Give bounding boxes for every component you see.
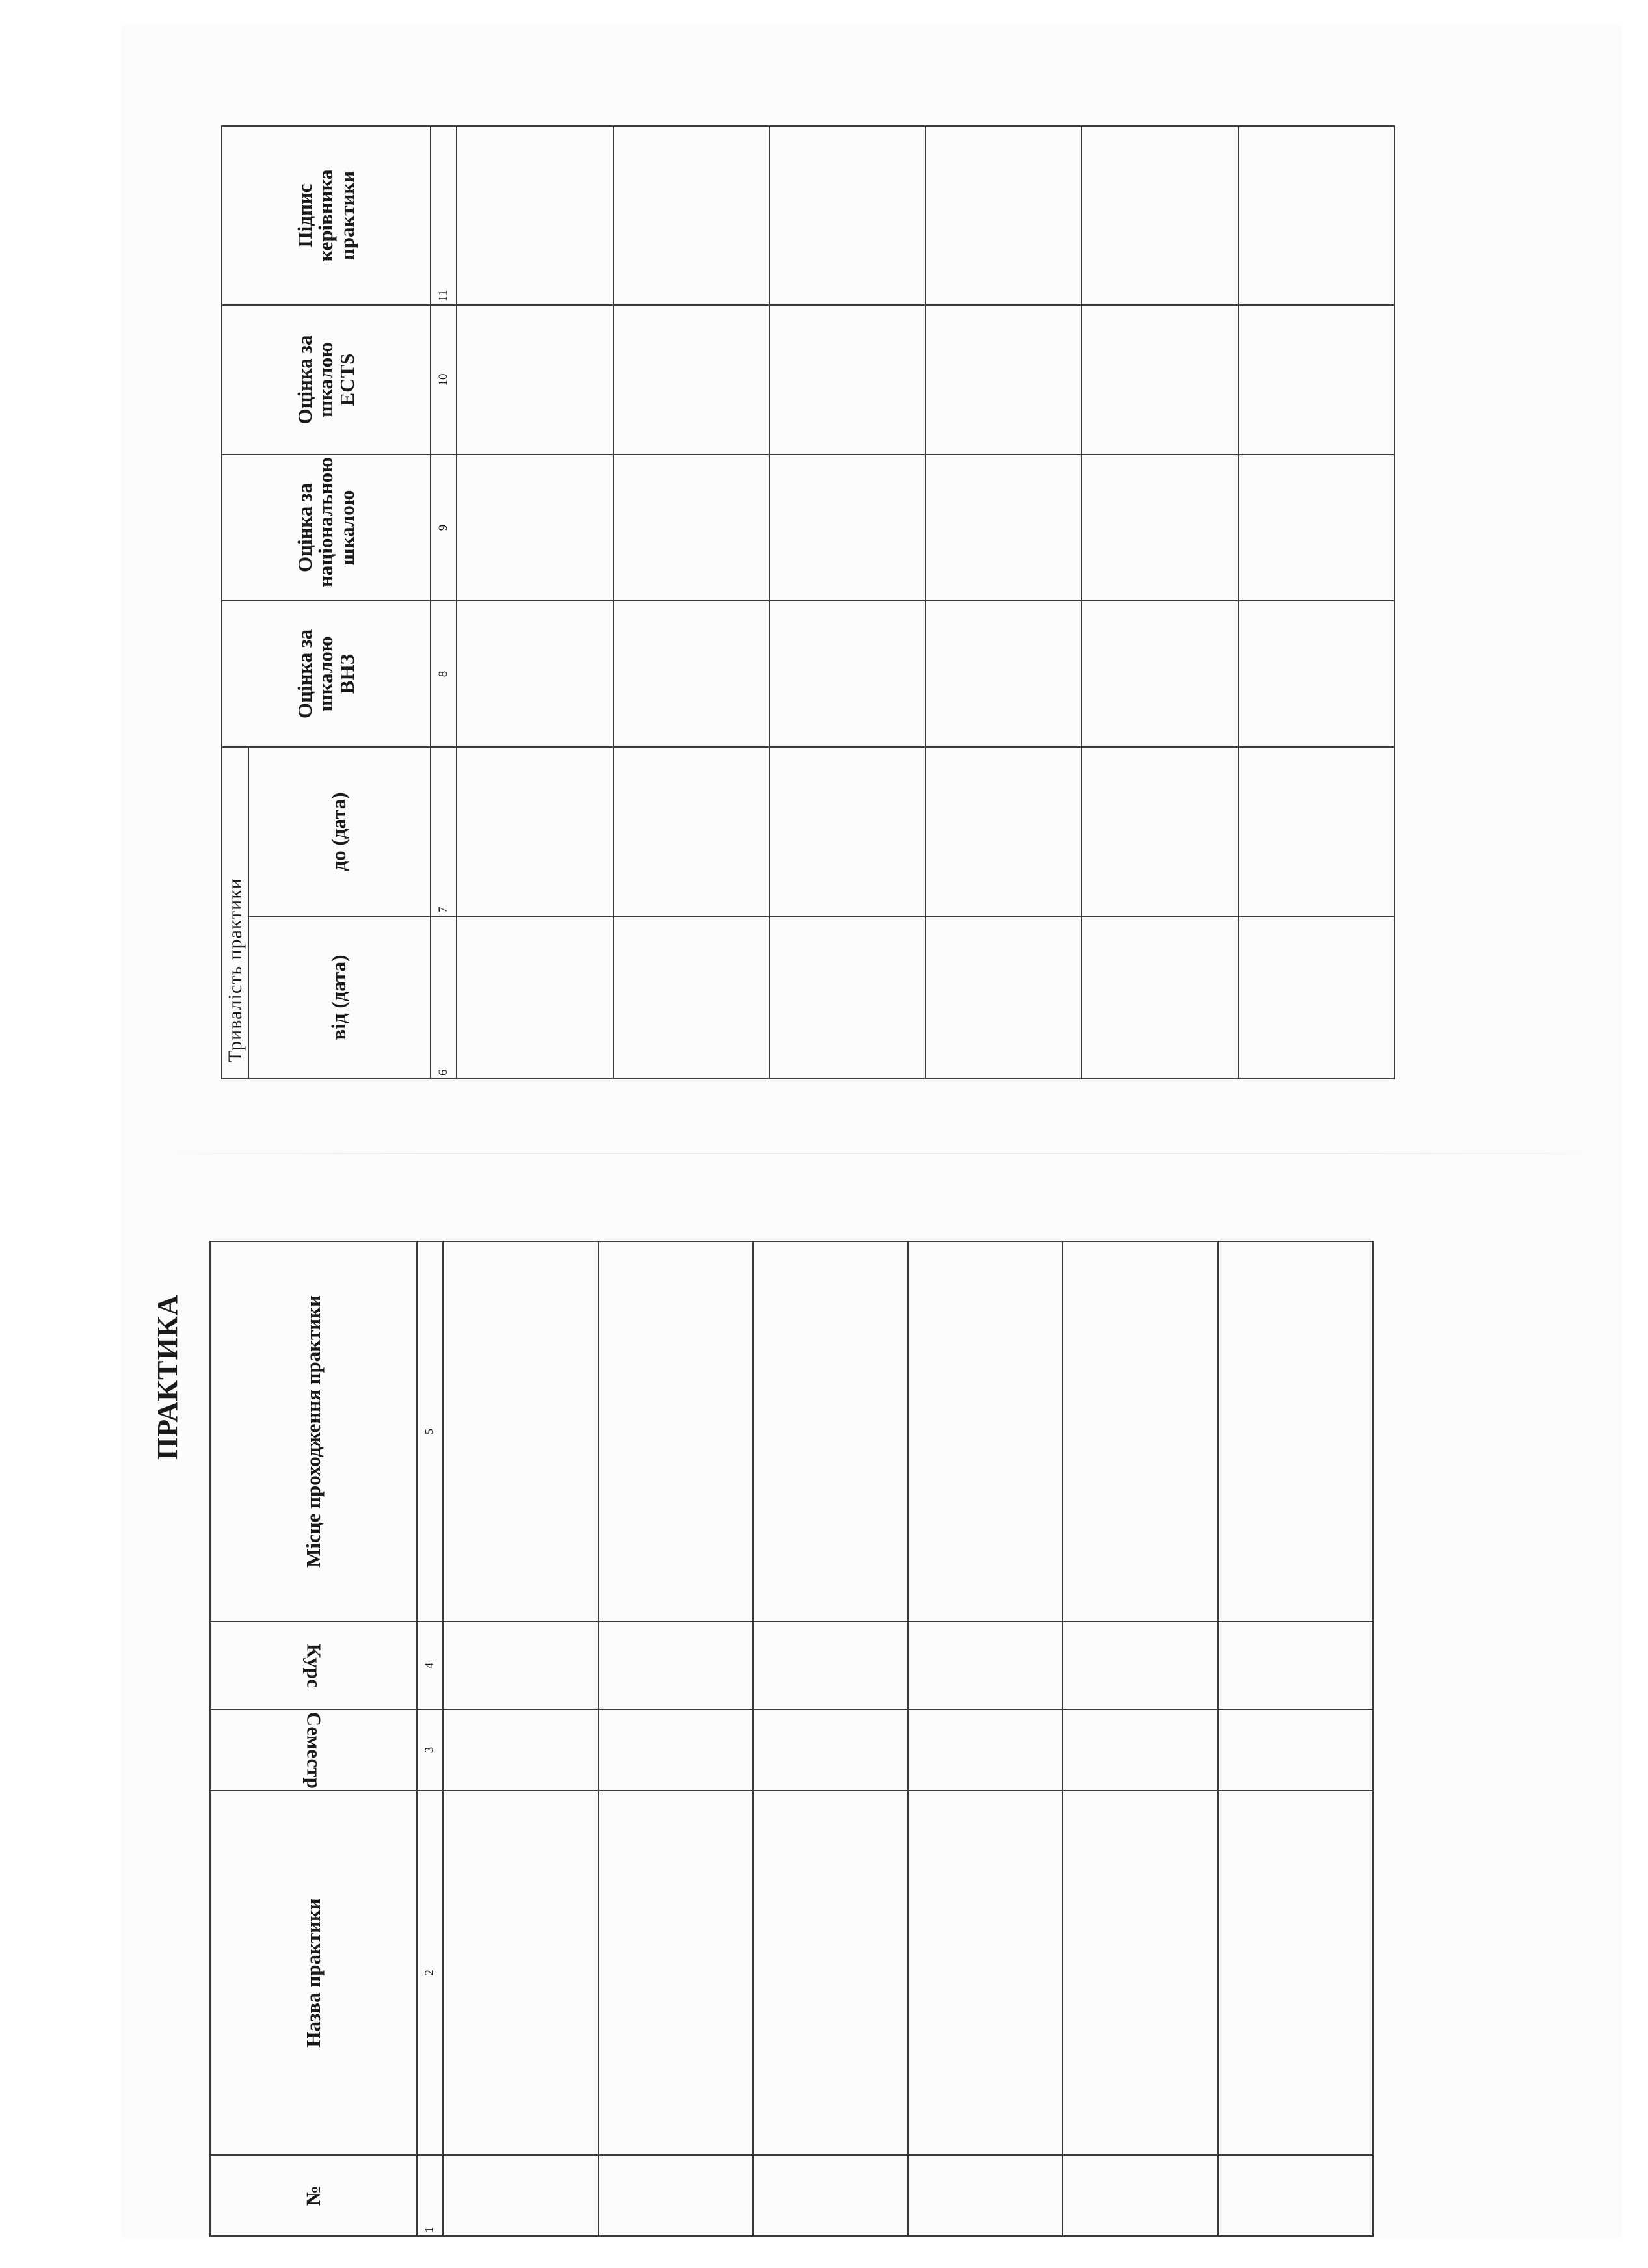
table-row [1063, 1241, 1217, 2236]
column-number: 4 [417, 1622, 443, 1709]
column-number: 1 [417, 2155, 443, 2236]
number-cell[interactable] [443, 2155, 598, 2236]
grade-ects-cell[interactable] [457, 305, 613, 455]
table-row [908, 1241, 1063, 2236]
practice-place-cell[interactable] [753, 1241, 908, 1622]
header-practice-place: Місце проходження практики [210, 1241, 417, 1622]
number-cell[interactable] [908, 2155, 1063, 2236]
column-number: 3 [417, 1709, 443, 1791]
table-row [769, 126, 925, 1079]
course-cell[interactable] [753, 1622, 908, 1709]
header-number: № [210, 2155, 417, 2236]
practice-place-cell[interactable] [1063, 1241, 1217, 1622]
course-cell[interactable] [908, 1622, 1063, 1709]
column-number: 8 [431, 601, 457, 747]
grade-national-cell[interactable] [457, 455, 613, 601]
duration-group-header: Тривалість практики [222, 747, 248, 1079]
practice-place-cell[interactable] [443, 1241, 598, 1622]
practice-place-cell[interactable] [598, 1241, 753, 1622]
header-semester [210, 1709, 417, 1791]
grade-ects-cell[interactable] [613, 305, 769, 455]
to-date-cell[interactable] [925, 747, 1082, 916]
table-row [443, 1241, 598, 2236]
to-date-cell[interactable] [457, 747, 613, 916]
semester-cell[interactable] [443, 1709, 598, 1791]
signature-cell[interactable] [1238, 126, 1394, 305]
right-table-wrap [221, 127, 1395, 1079]
number-cell[interactable] [598, 2155, 753, 2236]
grade-ects-cell[interactable] [1082, 305, 1238, 455]
course-cell[interactable] [1063, 1622, 1217, 1709]
grade-national-cell[interactable] [1238, 455, 1394, 601]
left-table-wrap [209, 1242, 1374, 2237]
table-row [1082, 126, 1238, 1079]
header-practice-name: Назва практики [210, 1791, 417, 2155]
practice-results-table [221, 125, 1395, 1079]
grade-ects-cell[interactable] [769, 305, 925, 455]
practice-name-cell[interactable] [753, 1791, 908, 2155]
practice-name-cell[interactable] [908, 1791, 1063, 2155]
from-date-cell[interactable] [457, 916, 613, 1079]
practice-name-cell[interactable] [598, 1791, 753, 2155]
practice-table [209, 1241, 1374, 2237]
practice-name-cell[interactable] [443, 1791, 598, 2155]
signature-cell[interactable] [613, 126, 769, 305]
number-cell[interactable] [753, 2155, 908, 2236]
column-number-row [417, 1241, 443, 2236]
header-course [210, 1622, 417, 1709]
column-number: 10 [431, 305, 457, 455]
to-date-cell[interactable] [769, 747, 925, 916]
header-supervisor-signature: Підпис керівника практики [222, 126, 431, 305]
semester-cell[interactable] [908, 1709, 1063, 1791]
column-number: 11 [431, 126, 457, 305]
from-date-cell[interactable] [1238, 916, 1394, 1079]
semester-cell[interactable] [1218, 1709, 1373, 1791]
course-cell[interactable] [598, 1622, 753, 1709]
table-row [925, 126, 1082, 1079]
table-row [613, 126, 769, 1079]
grade-university-cell[interactable] [925, 601, 1082, 747]
page-title-text: ПРАКТИКА [152, 1294, 183, 1460]
page-title [151, 1295, 184, 1460]
header-semester-label: Семестр [302, 1711, 326, 1789]
grade-ects-cell[interactable] [1238, 305, 1394, 455]
header-from-date: від (дата) [248, 916, 431, 1079]
grade-ects-cell[interactable] [925, 305, 1082, 455]
signature-cell[interactable] [457, 126, 613, 305]
from-date-cell[interactable] [769, 916, 925, 1079]
grade-university-cell[interactable] [613, 601, 769, 747]
column-number-row [431, 126, 457, 1079]
table-row [753, 1241, 908, 2236]
page-fold-line [137, 1153, 1626, 1154]
column-number: 9 [431, 455, 457, 601]
practice-name-cell[interactable] [1218, 1791, 1373, 2155]
practice-name-cell[interactable] [1063, 1791, 1217, 2155]
signature-cell[interactable] [1082, 126, 1238, 305]
grade-national-cell[interactable] [1082, 455, 1238, 601]
header-row [210, 1241, 417, 2236]
from-date-cell[interactable] [925, 916, 1082, 1079]
to-date-cell[interactable] [613, 747, 769, 916]
grade-national-cell[interactable] [925, 455, 1082, 601]
table-row [457, 126, 613, 1079]
course-cell[interactable] [443, 1622, 598, 1709]
header-course-label: Курс [302, 1643, 326, 1688]
course-cell[interactable] [1218, 1622, 1373, 1709]
practice-place-cell[interactable] [1218, 1241, 1373, 1622]
from-date-cell[interactable] [613, 916, 769, 1079]
grade-national-cell[interactable] [613, 455, 769, 601]
to-date-cell[interactable] [1238, 747, 1394, 916]
signature-cell[interactable] [769, 126, 925, 305]
number-cell[interactable] [1218, 2155, 1373, 2236]
header-to-date: до (дата) [248, 747, 431, 916]
to-date-cell[interactable] [1082, 747, 1238, 916]
header-group-row [222, 126, 248, 1079]
semester-cell[interactable] [598, 1709, 753, 1791]
header-grade-ects: Оцінка за шкалою ECTS [222, 305, 431, 455]
grade-university-cell[interactable] [1082, 601, 1238, 747]
grade-university-cell[interactable] [457, 601, 613, 747]
grade-university-cell[interactable] [769, 601, 925, 747]
grade-university-cell[interactable] [1238, 601, 1394, 747]
signature-cell[interactable] [925, 126, 1082, 305]
practice-place-cell[interactable] [908, 1241, 1063, 1622]
table-row [598, 1241, 753, 2236]
table-row [1218, 1241, 1373, 2236]
semester-cell[interactable] [753, 1709, 908, 1791]
number-cell[interactable] [1063, 2155, 1217, 2236]
header-grade-university: Оцінка за шкалою ВНЗ [222, 601, 431, 747]
grade-national-cell[interactable] [769, 455, 925, 601]
from-date-cell[interactable] [1082, 916, 1238, 1079]
table-row [1238, 126, 1394, 1079]
column-number: 2 [417, 1791, 443, 2155]
column-number: 6 [431, 916, 457, 1079]
semester-cell[interactable] [1063, 1709, 1217, 1791]
column-number: 7 [431, 747, 457, 916]
header-grade-national: Оцінка за національною шкалою [222, 455, 431, 601]
column-number: 5 [417, 1241, 443, 1622]
